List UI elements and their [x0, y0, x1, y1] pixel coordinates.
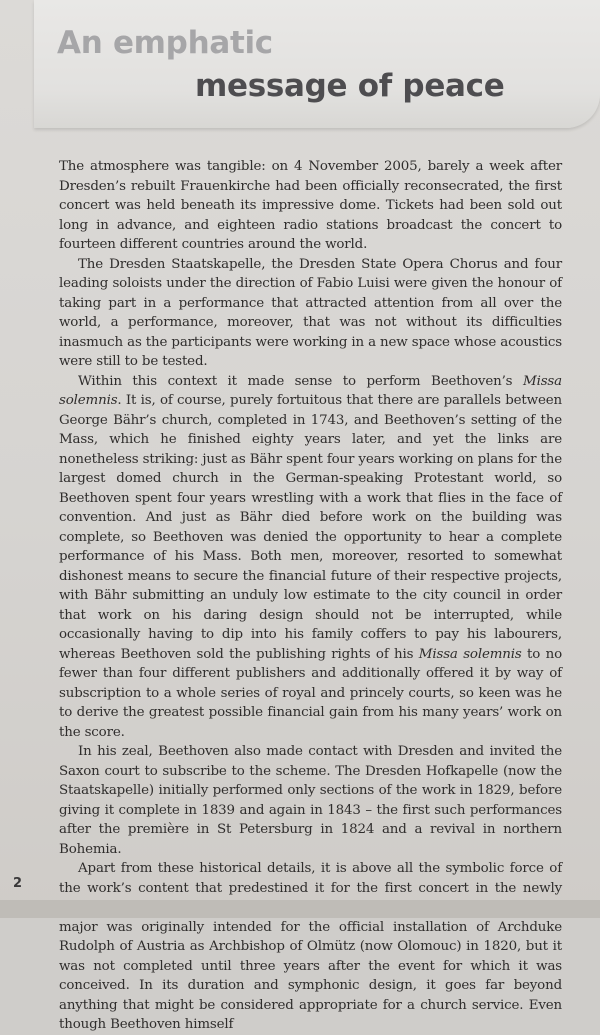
chapter-title	[0, 0, 600, 128]
paragraph-4	[59, 742, 562, 859]
paragraph-text: to no fewer than four different publishers and additionally offered it by way of subscription to a whole series of royal and princely courts, so keen was he to derive the greatest possible financial gain from his many years’ work on the score.	[59, 646, 562, 740]
paragraph-text: Within this context it made sense to perform Beethoven’s	[78, 373, 524, 389]
title-line-1: An emphatic	[57, 25, 273, 61]
paragraph-text: major was originally intended for the official installation of Archduke Rudolph of Austria as Archbishop of Olmütz (now Olomouc) in 1820, but it was not completed until three years after the event for which it was conceived. In its duration and symphonic design, it goes far beyond anything that might be considered appropriate for a church service. Even though Beethoven himself	[59, 919, 562, 1032]
paragraph-text: . It is, of course, purely fortuitous that there are parallels between George Bähr’s church, completed in 1743, and Beethoven’s setting of the Mass, which he finished eighty years later, and yet the links are nonetheless striking: just as Bähr spent four years working on plans for the largest domed church in the German-speaking Protestant world, so Beethoven spent four years wrestling with a work that flies in the face of convention. And just as Bähr died before work on the building was complete, so Beethoven was denied the opportunity to hear a complete performance of his Mass. Both men, moreover, resorted to somewhat dishonest means to secure the financial future of their respective projects, with Bähr submitting an unduly low estimate to the city council in order that work on his daring design should not be interrupted, while occasionally having to dip into his family coffers to pay his labourers, whereas Beethoven sold the publishing rights of his	[59, 393, 562, 662]
paragraph-text: The atmosphere was tangible: on 4 November 2005, barely a week after Dresden’s rebuilt Frauenkirche had been officially reconsecrated, the first concert was held beneath its impressive dome. Tickets had been sold out long in advance, and eighteen radio stations broadcast the concert to fourteen different countries around the world.	[59, 159, 562, 252]
paragraph-3	[59, 372, 562, 743]
paragraph-text: In his zeal, Beethoven also made contact with Dresden and invited the Saxon court to subscribe to the scheme. The Dresden Hofkapelle (now the Staatskapelle) initially performed only sections of the work in 1829, before giving it complete in 1839 and again in 1843 – the first such performances after the première in St Petersburg in 1824 and a revival in northern Bohemia.	[59, 744, 562, 857]
paragraph-text: The Dresden Staatskapelle, the Dresden State Opera Chorus and four leading soloists under the direction of Fabio Luisi were given the honour of taking part in a performance that attracted attention from all over the world, a performance, moreover, that was not without its difficulties inasmuch as the participants were working in a new space whose acoustics were still to be tested.	[59, 256, 562, 369]
title-line-2: message of peace	[195, 68, 505, 104]
page-bottom-edge	[0, 900, 600, 918]
work-title-italic: Missa solemnis	[59, 373, 562, 408]
work-title-italic: Missa solemnis	[418, 646, 522, 662]
paragraph-5	[59, 859, 562, 1035]
paragraph-1	[59, 157, 562, 255]
page-number: 2	[13, 876, 23, 891]
paragraph-2	[59, 255, 562, 372]
paragraph-text: Apart from these historical details, it is above all the symbolic force of the work’s content that predestined it for the first concert in the newly	[59, 861, 562, 896]
